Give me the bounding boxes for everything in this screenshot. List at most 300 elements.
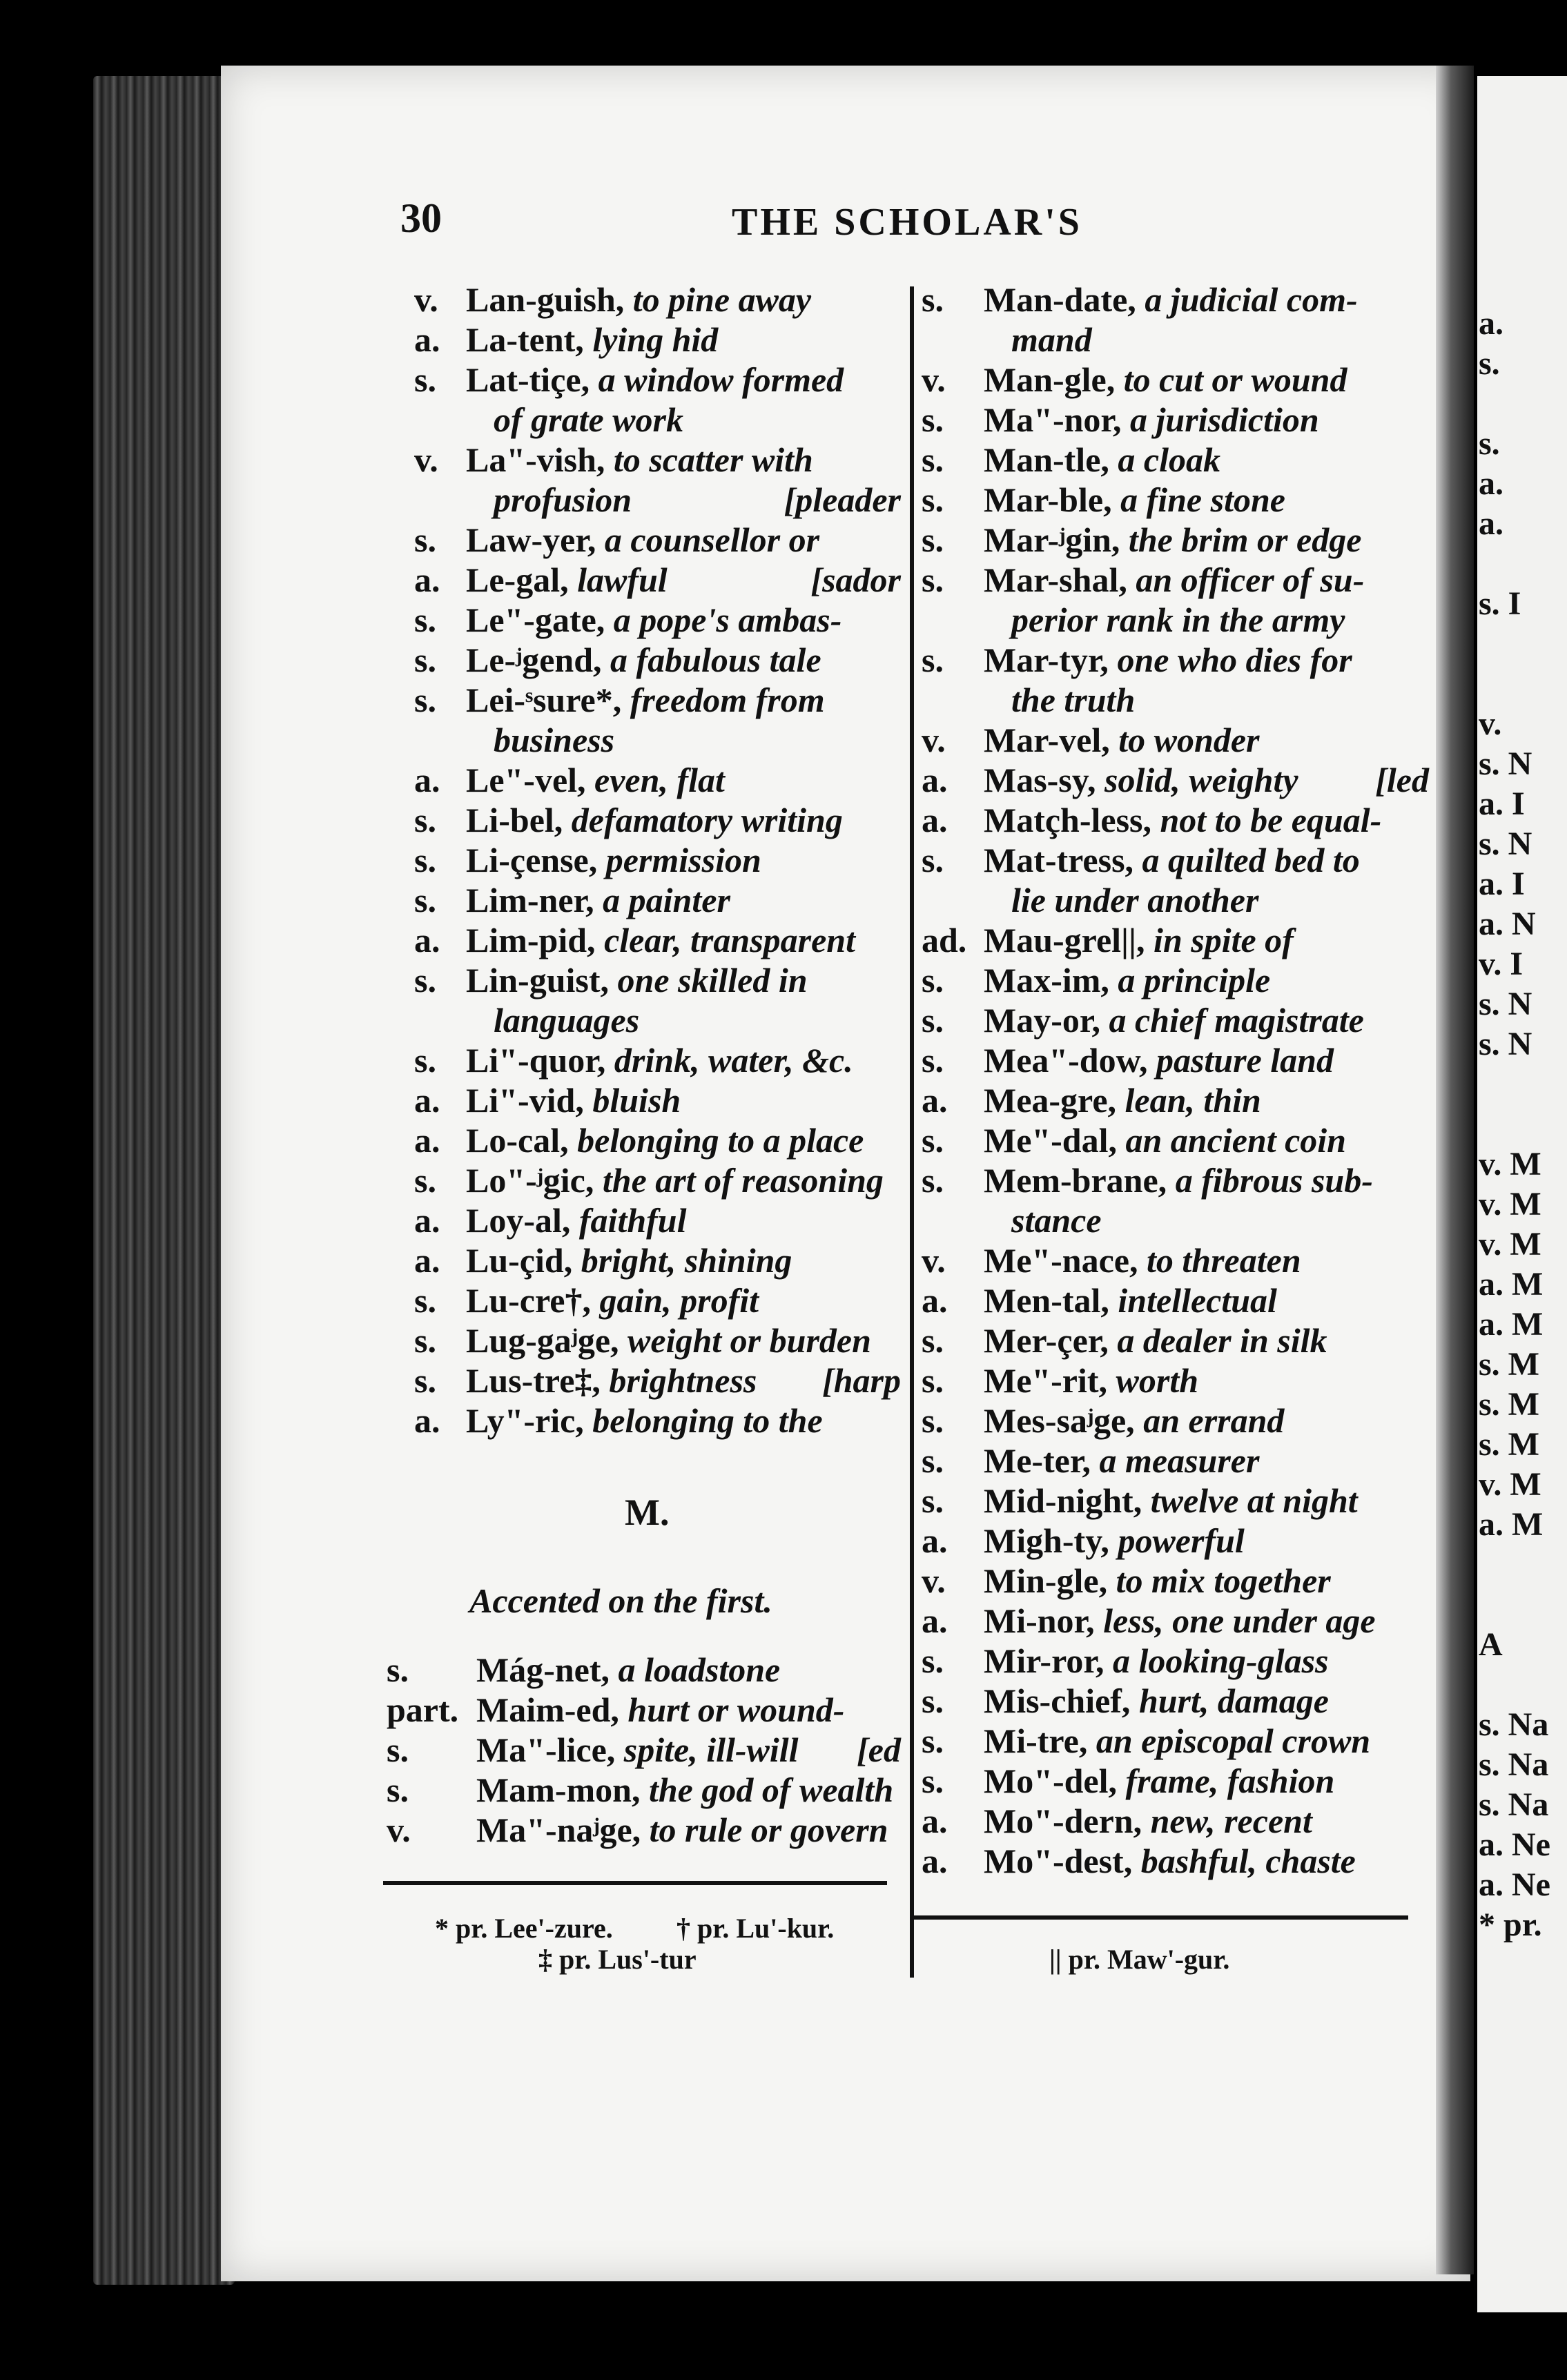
definition: a fibrous sub- xyxy=(1167,1161,1373,1200)
dictionary-entry xyxy=(922,400,1429,440)
entry-continuation: business xyxy=(494,721,615,759)
dictionary-entry xyxy=(414,1401,901,1441)
definition: an ancient coin xyxy=(1117,1121,1346,1160)
dictionary-entry xyxy=(922,360,1429,400)
headword: Me"-dal, xyxy=(984,1121,1117,1160)
line-overflow-fragment: [harp xyxy=(822,1361,901,1400)
part-of-speech: a. xyxy=(922,1842,948,1880)
dictionary-entry xyxy=(414,1320,901,1360)
part-of-speech: a. xyxy=(414,921,440,959)
facing-page-line: s. M xyxy=(1479,1426,1539,1463)
definition: lying hid xyxy=(583,320,719,359)
headword: Mea-gre, xyxy=(984,1081,1117,1120)
headword: Mar-ble, xyxy=(984,480,1112,519)
headword: Mis-chief, xyxy=(984,1681,1131,1720)
part-of-speech: v. xyxy=(414,280,438,319)
entry-continuation: mand xyxy=(1011,320,1092,359)
left-footnote-rule xyxy=(383,1881,887,1885)
part-of-speech: s. xyxy=(922,641,944,679)
facing-page-line: a. M xyxy=(1479,1266,1544,1303)
part-of-speech: s. xyxy=(414,1161,436,1200)
definition: faithful xyxy=(570,1201,687,1240)
definition: in spite of xyxy=(1145,921,1294,959)
entry-continuation: lie under another xyxy=(1011,881,1259,919)
part-of-speech: a. xyxy=(922,761,948,799)
right-footnote-rule xyxy=(911,1915,1408,1920)
left-column xyxy=(414,280,901,1441)
facing-page-line: a. xyxy=(1479,305,1503,342)
headword: Man-gle, xyxy=(984,360,1116,399)
part-of-speech: s. xyxy=(922,480,944,519)
headword: Matçh-less, xyxy=(984,801,1151,839)
dictionary-entry xyxy=(922,1801,1429,1841)
definition: one who dies for xyxy=(1108,641,1352,679)
dictionary-entry xyxy=(922,320,1429,360)
dictionary-entry xyxy=(922,960,1429,1000)
headword: Li"-quor, xyxy=(466,1041,606,1080)
part-of-speech: a. xyxy=(922,1081,948,1120)
definition: the art of reasoning xyxy=(594,1161,884,1200)
facing-page-line: a. I xyxy=(1479,866,1525,902)
part-of-speech: s. xyxy=(922,1721,944,1760)
dictionary-entry xyxy=(414,600,901,640)
definition: a cloak xyxy=(1109,440,1220,479)
headword: Mau-grel||, xyxy=(984,921,1145,959)
part-of-speech: s. xyxy=(414,641,436,679)
facing-page-line: A xyxy=(1479,1626,1503,1663)
dictionary-entry xyxy=(414,720,901,760)
facing-page-line: v. M xyxy=(1479,1146,1541,1182)
dictionary-entry xyxy=(414,360,901,400)
definition: gain, profit xyxy=(590,1281,759,1320)
part-of-speech: a. xyxy=(414,1121,440,1160)
dictionary-entry xyxy=(414,520,901,560)
definition: the god of wealth xyxy=(640,1771,894,1809)
definition: a jurisdiction xyxy=(1121,400,1319,439)
headword: Ly"-ric, xyxy=(466,1401,584,1440)
part-of-speech: a. xyxy=(922,1521,948,1560)
definition: even, flat xyxy=(585,761,725,799)
facing-page-line xyxy=(1479,1585,1550,1625)
right-footnote: || pr. Maw'-gur. xyxy=(1049,1944,1230,1975)
definition: to scatter with xyxy=(605,440,813,479)
facing-page-line: s. N xyxy=(1479,745,1532,782)
headword: Li-bel, xyxy=(466,801,563,839)
headword: Law-yer, xyxy=(466,520,596,559)
facing-page-line: s. Na xyxy=(1479,1706,1549,1743)
dictionary-entry xyxy=(922,1160,1429,1200)
dictionary-entry xyxy=(922,1360,1429,1401)
dictionary-entry xyxy=(922,560,1429,600)
facing-page-line xyxy=(1479,624,1550,664)
part-of-speech: s. xyxy=(922,1361,944,1400)
dictionary-entry xyxy=(414,1280,901,1320)
part-of-speech: v. xyxy=(414,440,438,479)
section-letter: M. xyxy=(625,1492,670,1533)
facing-page-line: s. M xyxy=(1479,1346,1539,1383)
headword: Men-tal, xyxy=(984,1281,1109,1320)
headword: Mem-brane, xyxy=(984,1161,1167,1200)
part-of-speech: v. xyxy=(922,360,946,399)
facing-page-line xyxy=(1479,664,1550,704)
dictionary-entry xyxy=(922,920,1429,960)
definition: to rule or govern xyxy=(641,1811,888,1849)
dictionary-entry xyxy=(414,680,901,720)
column-divider xyxy=(910,286,914,1978)
part-of-speech: s. xyxy=(922,1681,944,1720)
part-of-speech: s. xyxy=(922,1641,944,1680)
definition: not to be equal- xyxy=(1151,801,1382,839)
facing-page-line xyxy=(1479,1104,1550,1144)
dictionary-entry xyxy=(922,1481,1429,1521)
headword: Lu-çid, xyxy=(466,1241,573,1280)
facing-page-line: s. N xyxy=(1479,826,1532,862)
part-of-speech: s. xyxy=(922,440,944,479)
part-of-speech: s. xyxy=(414,841,436,879)
definition: to pine away xyxy=(624,280,812,319)
definition: clear, transparent xyxy=(595,921,856,959)
headword: Mas-sy, xyxy=(984,761,1096,799)
part-of-speech: a. xyxy=(922,1281,948,1320)
dictionary-entry xyxy=(922,840,1429,880)
headword: Mir-ror, xyxy=(984,1641,1104,1680)
page-gutter-shadow xyxy=(1436,66,1474,2274)
definition: a fine stone xyxy=(1111,480,1285,519)
left-footnote-2: † pr. Lu'-kur. xyxy=(677,1913,835,1944)
part-of-speech: a. xyxy=(922,801,948,839)
part-of-speech: s. xyxy=(414,520,436,559)
dictionary-entry xyxy=(414,920,901,960)
headword: Ma"-naʲge, xyxy=(476,1811,641,1849)
definition: intellectual xyxy=(1109,1281,1277,1320)
part-of-speech: a. xyxy=(414,1201,440,1240)
dictionary-entry xyxy=(922,1120,1429,1160)
dictionary-entry xyxy=(414,440,901,480)
headword: Mág-net, xyxy=(476,1650,610,1689)
definition: new, recent xyxy=(1142,1802,1312,1840)
line-overflow-fragment: [sador xyxy=(810,560,901,599)
dictionary-entry xyxy=(922,1040,1429,1080)
entry-continuation: the truth xyxy=(1011,681,1136,719)
headword: Le"-vel, xyxy=(466,761,586,799)
definition: to cut or wound xyxy=(1115,360,1347,399)
definition: frame, fashion xyxy=(1117,1762,1335,1800)
facing-page-line: v. M xyxy=(1479,1226,1541,1262)
dictionary-entry xyxy=(414,1120,901,1160)
definition: a loadstone xyxy=(610,1650,781,1689)
headword: Le-ʲgend, xyxy=(466,641,602,679)
part-of-speech: s. xyxy=(922,1321,944,1360)
dictionary-entry xyxy=(414,800,901,840)
headword: Mar-shal, xyxy=(984,560,1127,599)
dictionary-entry xyxy=(414,760,901,800)
part-of-speech: s. xyxy=(922,1401,944,1440)
entry-continuation: stance xyxy=(1011,1201,1102,1240)
part-of-speech: s. xyxy=(922,1161,944,1200)
facing-page-line xyxy=(1479,544,1550,584)
headword: Mam-mon, xyxy=(476,1771,641,1809)
running-title: THE SCHOLAR'S xyxy=(732,201,1082,244)
facing-page-line: s. Na xyxy=(1479,1786,1549,1823)
dictionary-entry xyxy=(922,720,1429,760)
facing-page-line xyxy=(1479,1665,1550,1705)
entry-continuation: of grate work xyxy=(494,400,683,439)
part-of-speech: s. xyxy=(922,1441,944,1480)
definition: a principle xyxy=(1109,961,1271,999)
facing-page-line: v. M xyxy=(1479,1186,1541,1222)
headword: Maim-ed, xyxy=(476,1690,619,1729)
line-overflow-fragment: [pleader xyxy=(784,480,901,519)
part-of-speech: s. xyxy=(414,801,436,839)
dictionary-entry xyxy=(922,760,1429,800)
headword: Lo-cal, xyxy=(466,1121,569,1160)
headword: Mat-tress, xyxy=(984,841,1134,879)
definition: an episcopal crown xyxy=(1087,1721,1371,1760)
dictionary-entry xyxy=(922,1200,1429,1240)
part-of-speech: ad. xyxy=(922,921,967,959)
definition: to wonder xyxy=(1109,721,1260,759)
definition: drink, water, &c. xyxy=(605,1041,853,1080)
entry-continuation: perior rank in the army xyxy=(1011,601,1345,639)
definition: an officer of su- xyxy=(1127,560,1365,599)
dictionary-entry xyxy=(387,1770,901,1810)
part-of-speech: s. xyxy=(387,1730,409,1769)
facing-page-line: a. Ne xyxy=(1479,1866,1550,1903)
facing-page-line: a. M xyxy=(1479,1506,1544,1543)
headword: Man-tle, xyxy=(984,440,1109,479)
definition: defamatory writing xyxy=(563,801,843,839)
facing-page-line: s. I xyxy=(1479,585,1521,622)
dictionary-entry xyxy=(414,280,901,320)
dictionary-entry xyxy=(922,520,1429,560)
facing-page-line xyxy=(1479,1545,1550,1585)
part-of-speech: a. xyxy=(414,1241,440,1280)
part-of-speech: s. xyxy=(922,1041,944,1080)
headword: Lim-ner, xyxy=(466,881,594,919)
headword: Mo"-dern, xyxy=(984,1802,1142,1840)
facing-page-line: a. Ne xyxy=(1479,1826,1550,1863)
facing-page-line: s. M xyxy=(1479,1386,1539,1423)
headword: Mer-çer, xyxy=(984,1321,1109,1360)
dictionary-entry xyxy=(922,1401,1429,1441)
dictionary-entry xyxy=(922,1521,1429,1561)
dictionary-entry xyxy=(922,440,1429,480)
part-of-speech: a. xyxy=(414,560,440,599)
dictionary-entry xyxy=(922,280,1429,320)
facing-page-line: s. xyxy=(1479,425,1500,462)
dictionary-entry xyxy=(922,1280,1429,1320)
definition: a fabulous tale xyxy=(601,641,821,679)
headword: Li"-vid, xyxy=(466,1081,584,1120)
definition: one skilled in xyxy=(609,961,808,999)
book-spine xyxy=(93,76,235,2285)
facing-page-line: a. N xyxy=(1479,906,1536,942)
part-of-speech: a. xyxy=(414,1401,440,1440)
part-of-speech: s. xyxy=(414,1361,436,1400)
dictionary-entry xyxy=(922,880,1429,920)
definition: solid, weighty xyxy=(1096,761,1298,799)
definition: belonging to a place xyxy=(568,1121,864,1160)
definition: to mix together xyxy=(1107,1561,1331,1600)
definition: freedom from xyxy=(621,681,825,719)
definition: worth xyxy=(1107,1361,1199,1400)
facing-page-line: v. xyxy=(1479,705,1502,742)
facing-page-line: s. N xyxy=(1479,986,1532,1022)
facing-page-line: a. M xyxy=(1479,1306,1544,1343)
definition: bashful, chaste xyxy=(1132,1842,1356,1880)
dictionary-entry xyxy=(922,680,1429,720)
facing-page-line: v. I xyxy=(1479,946,1524,982)
definition: a dealer in silk xyxy=(1108,1321,1327,1360)
dictionary-entry xyxy=(922,1561,1429,1601)
headword: Ma"-nor, xyxy=(984,400,1122,439)
facing-page-line: * pr. xyxy=(1479,1906,1542,1943)
part-of-speech: v. xyxy=(922,721,946,759)
headword: Mo"-del, xyxy=(984,1762,1117,1800)
headword: Loy-al, xyxy=(466,1201,571,1240)
dictionary-entry xyxy=(414,1240,901,1280)
facing-page-line xyxy=(1479,384,1550,424)
dictionary-entry xyxy=(387,1810,901,1850)
definition: a counsellor or xyxy=(596,520,820,559)
dictionary-entry xyxy=(922,1441,1429,1481)
entry-continuation: profusion xyxy=(494,480,632,519)
part-of-speech: s. xyxy=(387,1771,409,1809)
facing-page-fragment xyxy=(1477,76,1567,2312)
part-of-speech: s. xyxy=(414,1041,436,1080)
part-of-speech: s. xyxy=(414,601,436,639)
dictionary-entry xyxy=(922,480,1429,520)
dictionary-entry xyxy=(414,1360,901,1401)
headword: Lug-gaʲge, xyxy=(466,1321,619,1360)
headword: Mar-tyr, xyxy=(984,641,1109,679)
definition: a window formed xyxy=(590,360,844,399)
headword: Me"-nace, xyxy=(984,1241,1138,1280)
dictionary-entry xyxy=(922,1080,1429,1120)
headword: Le-gal, xyxy=(466,560,569,599)
left-footnote-3: ‡ pr. Lus'-tur xyxy=(538,1944,697,1975)
definition: lawful xyxy=(568,560,668,599)
definition: a looking-glass xyxy=(1104,1641,1329,1680)
dictionary-entry xyxy=(414,640,901,680)
headword: Lan-guish, xyxy=(466,280,625,319)
headword: Me"-rit, xyxy=(984,1361,1108,1400)
dictionary-entry xyxy=(922,1000,1429,1040)
facing-page-line: a. I xyxy=(1479,786,1525,822)
headword: May-or, xyxy=(984,1001,1100,1040)
headword: Mo"-dest, xyxy=(984,1842,1133,1880)
part-of-speech: s. xyxy=(414,1321,436,1360)
part-of-speech: s. xyxy=(922,841,944,879)
headword: Lus-tre‡, xyxy=(466,1361,601,1400)
definition: a measurer xyxy=(1090,1441,1260,1480)
dictionary-entry xyxy=(387,1690,901,1730)
headword: Lin-guist, xyxy=(466,961,610,999)
headword: Ma"-lice, xyxy=(476,1730,616,1769)
dictionary-entry xyxy=(414,1160,901,1200)
dictionary-entry xyxy=(414,1200,901,1240)
definition: a chief magistrate xyxy=(1100,1001,1364,1040)
dictionary-entry xyxy=(922,1841,1429,1881)
dictionary-entry xyxy=(922,800,1429,840)
dictionary-entry xyxy=(922,1240,1429,1280)
headword: La"-vish, xyxy=(466,440,605,479)
headword: Mi-tre, xyxy=(984,1721,1088,1760)
facing-page-line: s. N xyxy=(1479,1026,1532,1062)
headword: Mi-nor, xyxy=(984,1601,1095,1640)
dictionary-entry xyxy=(387,1730,901,1770)
part-of-speech: a. xyxy=(922,1601,948,1640)
dictionary-entry xyxy=(922,600,1429,640)
part-of-speech: v. xyxy=(387,1811,411,1849)
part-of-speech: s. xyxy=(922,1481,944,1520)
headword: Lo"-ʲgic, xyxy=(466,1161,594,1200)
headword: Lim-pid, xyxy=(466,921,596,959)
part-of-speech: s. xyxy=(414,1281,436,1320)
dictionary-entry xyxy=(922,1721,1429,1761)
definition: lean, thin xyxy=(1116,1081,1261,1120)
part-of-speech: v. xyxy=(922,1241,946,1280)
definition: permission xyxy=(597,841,761,879)
definition: a quilted bed to xyxy=(1133,841,1360,879)
part-of-speech: s. xyxy=(922,520,944,559)
part-of-speech: s. xyxy=(414,681,436,719)
dictionary-entry xyxy=(414,560,901,600)
dictionary-entry xyxy=(414,1080,901,1120)
part-of-speech: a. xyxy=(414,761,440,799)
dictionary-entry xyxy=(414,400,901,440)
part-of-speech: s. xyxy=(387,1650,409,1689)
definition: to threaten xyxy=(1138,1241,1301,1280)
headword: Me-ter, xyxy=(984,1441,1091,1480)
line-overflow-fragment: [led xyxy=(1375,761,1429,799)
left-column-m xyxy=(387,1650,901,1850)
headword: Lei-ˢsure*, xyxy=(466,681,622,719)
part-of-speech: s. xyxy=(922,1121,944,1160)
headword: Mid-night, xyxy=(984,1481,1142,1520)
dictionary-entry xyxy=(922,1601,1429,1641)
part-of-speech: a. xyxy=(414,320,440,359)
dictionary-entry xyxy=(414,960,901,1000)
headword: Max-im, xyxy=(984,961,1109,999)
definition: belonging to the xyxy=(583,1401,823,1440)
part-of-speech: s. xyxy=(414,881,436,919)
part-of-speech: s. xyxy=(922,400,944,439)
dictionary-entry xyxy=(414,1000,901,1040)
dictionary-entry xyxy=(922,1320,1429,1360)
definition: a judicial com- xyxy=(1136,280,1358,319)
dictionary-entry xyxy=(414,880,901,920)
part-of-speech: s. xyxy=(414,360,436,399)
part-of-speech: part. xyxy=(387,1690,459,1729)
dictionary-entry xyxy=(414,320,901,360)
facing-page-line: a. xyxy=(1479,505,1503,542)
definition: bright, shining xyxy=(572,1241,792,1280)
facing-page-line: a. xyxy=(1479,465,1503,502)
definition: hurt or wound- xyxy=(619,1690,845,1729)
dictionary-entry xyxy=(922,1681,1429,1721)
headword: La-tent, xyxy=(466,320,584,359)
facing-page-line: v. M xyxy=(1479,1466,1541,1503)
facing-page-line: s. Na xyxy=(1479,1746,1549,1783)
headword: Min-gle, xyxy=(984,1561,1108,1600)
right-column xyxy=(922,280,1429,1881)
part-of-speech: s. xyxy=(922,560,944,599)
definition: the brim or edge xyxy=(1120,520,1362,559)
dictionary-entry xyxy=(922,1761,1429,1801)
definition: powerful xyxy=(1109,1521,1245,1560)
dictionary-entry xyxy=(414,1040,901,1080)
